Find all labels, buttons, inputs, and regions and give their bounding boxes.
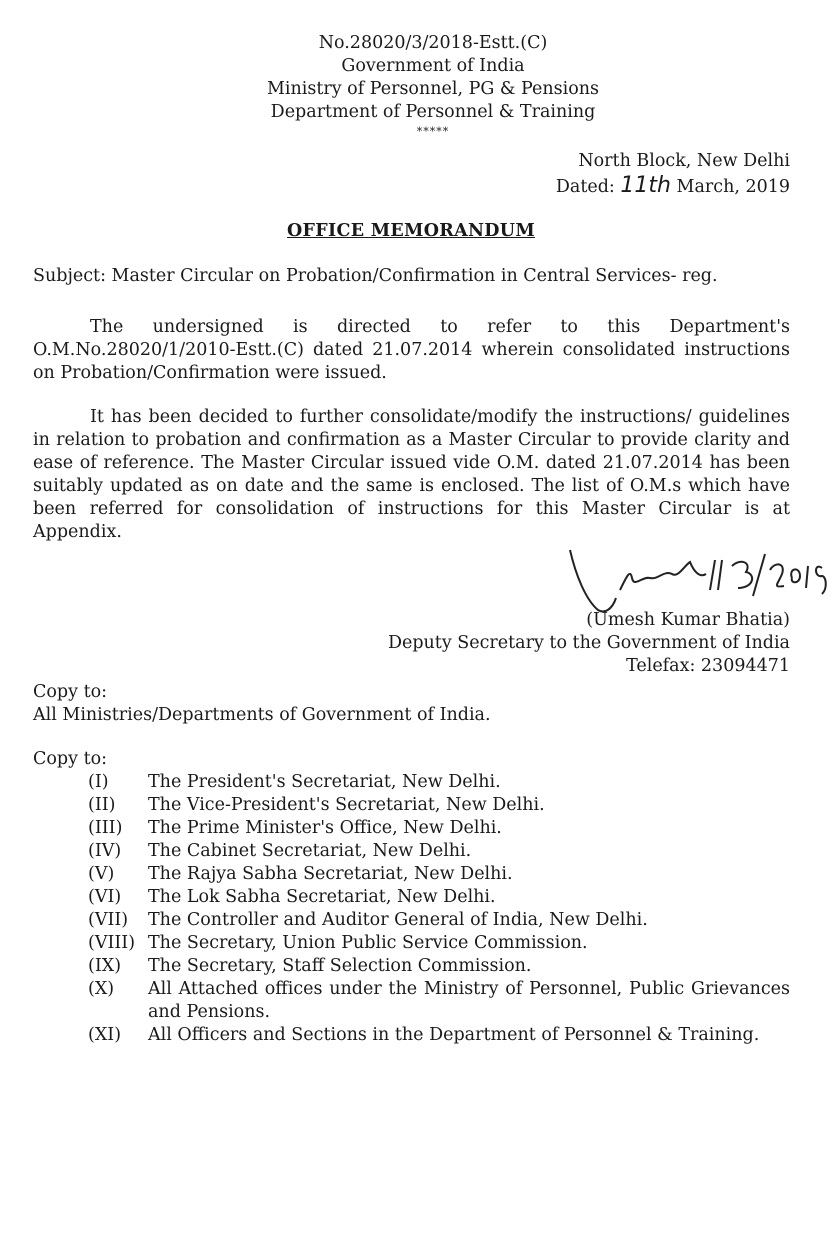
signatory-designation: Deputy Secretary to the Government of India xyxy=(387,633,790,653)
list-item-number: (IV) xyxy=(88,841,122,861)
list-item-text: The President's Secretariat, New Delhi. xyxy=(148,772,501,792)
copy-to-label-2: Copy to: xyxy=(33,749,108,769)
separator-stars: ***** xyxy=(416,125,450,138)
list-item-text: The Controller and Auditor General of India, New Delhi. xyxy=(148,910,648,930)
list-item-text: The Rajya Sabha Secretariat, New Delhi. xyxy=(148,864,513,884)
file-number: No.28020/3/2018-Estt.(C) xyxy=(318,33,548,53)
list-item-number: (I) xyxy=(88,772,109,792)
dated-line xyxy=(400,174,790,199)
memo-title: OFFICE MEMORANDUM xyxy=(287,221,535,241)
list-item-text: All Attached offices under the Ministry of Personnel, Public Grievances and Pensions. xyxy=(148,979,790,1022)
list-item-text: The Secretary, Staff Selection Commission. xyxy=(148,956,532,976)
signatory-name: (Umesh Kumar Bhatia) xyxy=(586,610,790,630)
list-item-text: The Lok Sabha Secretariat, New Delhi. xyxy=(148,887,496,907)
list-item-number: (VI) xyxy=(88,887,122,907)
list-item-number: (II) xyxy=(88,795,116,815)
list-item-text: The Prime Minister's Office, New Delhi. xyxy=(148,818,502,838)
dated-label: Dated: xyxy=(555,177,615,197)
copy-to-label-1: Copy to: xyxy=(33,682,108,702)
list-item-number: (VII) xyxy=(88,910,129,930)
list-item-number: (XI) xyxy=(88,1025,122,1045)
dated-month-year: March, 2019 xyxy=(676,177,790,197)
memo-paragraph-2: It has been decided to further consolidate/modify the instructions/ guidelines in relation to probation and confirmation as a Master Circular to provide clarity and ease of reference. The Master Circular issued vide O.M. dated 21.07.2014 has been suitably updated as on date and the same is enclosed. The list of O.M.s which have been referred for consolidation of instructions for this Master Circular is at Appendix. xyxy=(33,407,790,542)
list-item-number: (VIII) xyxy=(88,933,136,953)
place-line: North Block, New Delhi xyxy=(578,151,790,171)
list-item-text: The Secretary, Union Public Service Commission. xyxy=(148,933,588,953)
list-item-text: The Vice-President's Secretariat, New Delhi. xyxy=(148,795,545,815)
ministry-line: Ministry of Personnel, PG & Pensions xyxy=(266,79,600,99)
department-line: Department of Personnel & Training xyxy=(270,102,596,122)
list-item-text: All Officers and Sections in the Department of Personnel & Training. xyxy=(148,1025,760,1045)
copy-to-recipient-1: All Ministries/Departments of Government of India. xyxy=(33,705,491,725)
list-item-number: (IX) xyxy=(88,956,122,976)
handwritten-signature xyxy=(560,548,839,618)
dated-handwritten-day: 11th xyxy=(620,173,671,198)
list-item-number: (X) xyxy=(88,979,115,999)
signatory-telefax: Telefax: 23094471 xyxy=(626,656,790,676)
list-item-number: (V) xyxy=(88,864,115,884)
memo-subject: Subject: Master Circular on Probation/Confirmation in Central Services- reg. xyxy=(33,266,718,286)
government-line: Government of India xyxy=(341,56,525,76)
list-item-number: (III) xyxy=(88,818,123,838)
list-item-text: The Cabinet Secretariat, New Delhi. xyxy=(148,841,472,861)
memo-paragraph-1: The undersigned is directed to refer to this Department's O.M.No.28020/1/2010-Estt.(C) dated 21.07.2014 wherein consolidated instructions on Probation/Confirmation were issued. xyxy=(33,317,790,383)
